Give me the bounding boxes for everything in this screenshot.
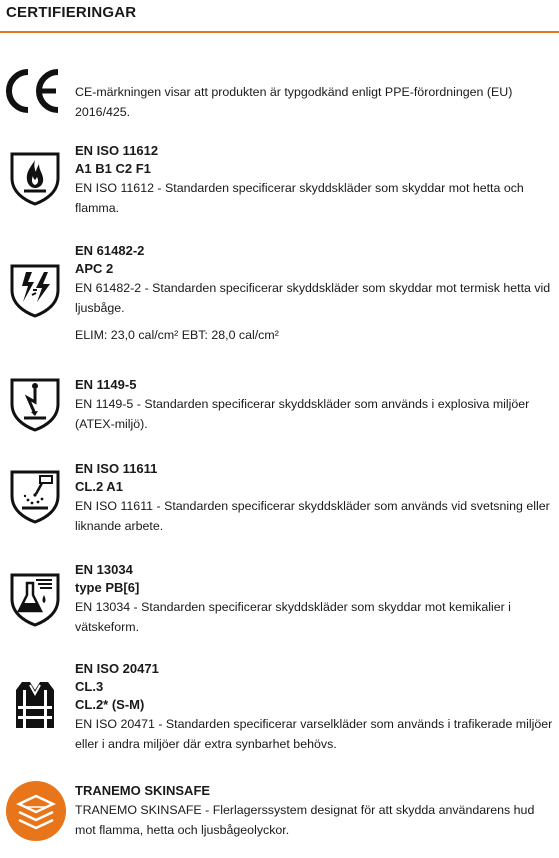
cert-description: EN ISO 20471 - Standarden specificerar varselkläder som används i trafikerade miljöer eller i andra miljöer där extra synbarhet behövs.	[75, 717, 553, 751]
cert-code: EN ISO 11611	[75, 461, 158, 476]
cert-description: EN 61482-2 - Standarden specificerar skyddskläder som skyddar mot termisk hetta vid ljusbåge.	[75, 281, 551, 315]
welding-shield-icon	[6, 466, 64, 524]
cert-description: EN ISO 11611 - Standarden specificerar skyddskläder som används vid svetsning eller liknande arbete.	[75, 499, 550, 533]
cert-description: EN 1149-5 - Standarden specificerar skyddskläder som används i explosiva miljöer (ATEX-miljö).	[75, 397, 530, 431]
cert-code: TRANEMO SKINSAFE	[75, 783, 211, 798]
cert-class: CL.2 A1	[75, 479, 123, 494]
cert-description: EN ISO 11612 - Standarden specificerar skyddskläder som skyddar mot hetta och flamma.	[75, 181, 524, 215]
cert-description: EN 13034 - Standarden specificerar skyddskläder som skyddar mot kemikalier i vätskeform.	[75, 600, 511, 634]
electric-arc-shield-icon	[6, 260, 64, 318]
accent-divider	[0, 31, 559, 33]
cert-class: APC 2	[75, 261, 114, 276]
chemical-shield-icon	[6, 569, 64, 627]
cert-code: EN 13034	[75, 562, 133, 577]
cert-type: type PB[6]	[75, 580, 140, 595]
cert-description: TRANEMO SKINSAFE - Flerlagerssystem designat för att skydda användarens hud mot flamma, hetta och ljusbågeolyckor.	[75, 803, 535, 837]
static-discharge-shield-icon	[6, 374, 64, 432]
skinsafe-layers-icon	[5, 780, 67, 842]
cert-class-alt: CL.2* (S-M)	[75, 697, 145, 712]
flame-shield-icon	[6, 148, 64, 206]
cert-description: CE-märkningen visar att produkten är typgodkänd enligt PPE-förordningen (EU) 2016/425.	[75, 85, 513, 119]
cert-code: EN 61482-2	[75, 243, 145, 258]
cert-code: EN ISO 20471	[75, 661, 159, 676]
ce-mark-icon	[6, 62, 64, 120]
high-visibility-vest-icon	[6, 676, 64, 734]
cert-code: EN 1149-5	[75, 377, 137, 392]
section-header	[0, 0, 559, 32]
cert-arc-values: ELIM: 23,0 cal/cm² EBT: 28,0 cal/cm²	[75, 328, 279, 342]
cert-class: A1 B1 C2 F1	[75, 161, 151, 176]
cert-class: CL.3	[75, 679, 104, 694]
cert-code: EN ISO 11612	[75, 143, 159, 158]
section-title: CERTIFIERINGAR	[6, 4, 137, 21]
